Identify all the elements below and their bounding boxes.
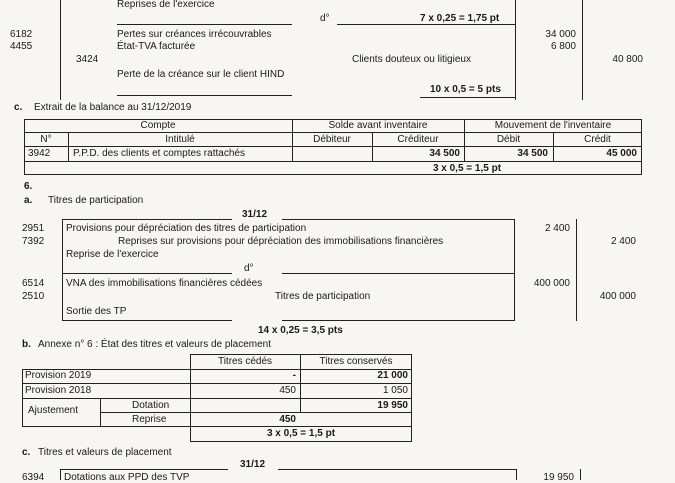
row-line	[22, 398, 412, 399]
account-number: 6514	[22, 278, 45, 289]
row-line	[24, 146, 642, 147]
row-label: Dotation	[132, 400, 170, 411]
debit-amount: 2 400	[544, 223, 570, 234]
entry-label: Sortie des TP	[66, 306, 127, 317]
account-number: 6182	[10, 29, 33, 40]
entry-date: 31/12	[242, 209, 268, 220]
row-crediteur: 34 500	[429, 148, 460, 159]
underline	[278, 469, 516, 470]
journal-divider	[582, 0, 583, 100]
row-line	[22, 383, 412, 384]
header-credit: Crédit	[584, 134, 611, 145]
row-debit: 34 500	[517, 148, 548, 159]
debit-amount: 400 000	[533, 278, 570, 289]
entry-date: 31/12	[240, 459, 266, 470]
debit-amount: 6 800	[550, 41, 576, 52]
row-label: Reprise	[132, 414, 167, 425]
section-letter: c.	[14, 102, 23, 113]
row-label: Provision 2018	[25, 385, 92, 396]
underline	[282, 320, 514, 321]
score-label: 3 x 0,5 = 1,5 pt	[432, 163, 502, 174]
header-intitule: Intitulé	[165, 134, 195, 145]
journal-divider	[576, 219, 577, 321]
underline	[282, 219, 514, 220]
underline	[337, 24, 515, 25]
section-title: Titres et valeurs de placement	[38, 447, 172, 458]
cell-value: -	[292, 370, 296, 381]
header-solde: Solde avant inventaire	[328, 120, 428, 131]
score-label: 7 x 0,25 = 1,75 pt	[420, 13, 500, 24]
journal-divider	[580, 469, 581, 480]
underline	[62, 273, 232, 274]
cell-value: 21 000	[377, 370, 408, 381]
header-crediteur: Créditeur	[397, 134, 439, 145]
header-compte: Compte	[140, 120, 176, 131]
header-conserves: Titres conservés	[319, 356, 393, 367]
entry-label: Clients douteux ou litigieux	[352, 54, 471, 65]
reprises-label: Reprises de l'exercice	[117, 0, 215, 10]
underline	[282, 273, 514, 274]
underline	[62, 219, 232, 220]
account-number: 2951	[22, 223, 45, 234]
journal-divider	[516, 469, 517, 480]
section-title: Extrait de la balance au 31/12/2019	[34, 102, 192, 113]
debit-amount: 19 950	[543, 472, 574, 483]
score-label: 14 x 0,25 = 3,5 pts	[258, 325, 343, 336]
underline	[117, 95, 292, 96]
entry-label: Pertes sur créances irrécouvrables	[117, 29, 272, 40]
credit-amount: 2 400	[610, 236, 636, 247]
cell-value: 1 050	[382, 385, 408, 396]
section-number: 6.	[24, 181, 33, 192]
header-mouvement: Mouvement de l'inventaire	[494, 120, 612, 131]
entry-label: Reprise de l'exercice	[66, 249, 159, 260]
entry-label: État-TVA facturée	[117, 41, 196, 52]
row-label: Provision 2019	[25, 370, 92, 381]
score-label: 10 x 0,5 = 5 pts	[430, 84, 501, 95]
row-line	[24, 161, 642, 162]
date-ditto: d°	[320, 13, 330, 24]
account-number: 6394	[22, 472, 45, 483]
row-line	[100, 412, 412, 413]
debit-amount: 34 000	[545, 29, 576, 40]
underline	[420, 97, 515, 98]
account-number: 4455	[10, 41, 33, 52]
row-credit: 45 000	[606, 148, 637, 159]
journal-divider	[60, 469, 61, 480]
journal-divider	[515, 0, 516, 100]
entry-label: Titres de participation	[275, 291, 371, 302]
score-label: 3 x 0,5 = 1,5 pt	[266, 428, 336, 439]
header-debiteur: Débiteur	[313, 134, 351, 145]
header-num: N°	[40, 134, 52, 145]
underline	[60, 469, 228, 470]
row-label: Ajustement	[28, 405, 79, 416]
section-letter: a.	[24, 195, 33, 206]
journal-divider	[60, 0, 61, 100]
entry-label: VNA des immobilisations financières cédées	[66, 278, 263, 289]
account-number: 2510	[22, 291, 45, 302]
cell-value: 19 950	[377, 400, 408, 411]
date-ditto: d°	[244, 263, 254, 274]
section-letter: b.	[22, 339, 31, 350]
row-intitule: P.P.D. des clients et comptes rattachés	[73, 148, 245, 159]
row-line	[24, 132, 642, 133]
account-number: 7392	[22, 236, 45, 247]
credit-amount: 400 000	[599, 291, 636, 302]
section-letter: c.	[22, 447, 31, 458]
credit-amount: 40 800	[612, 54, 643, 65]
cell-value: 450	[279, 414, 296, 425]
entry-label: Dotations aux PPD des TVP	[64, 472, 190, 483]
cell-value: 450	[279, 385, 296, 396]
row-num: 3942	[28, 148, 51, 159]
journal-divider	[514, 219, 515, 321]
underline	[117, 24, 292, 25]
header-debit: Débit	[496, 134, 521, 145]
entry-label: Reprises sur provisions pour dépréciation des immobilisations financières	[118, 236, 444, 247]
journal-divider	[62, 219, 63, 321]
entry-label: Perte de la créance sur le client HIND	[117, 69, 285, 80]
section-title: Titres de participation	[48, 195, 144, 206]
underline	[62, 320, 232, 321]
header-cedes: Titres cédés	[217, 356, 273, 367]
account-number: 3424	[76, 54, 99, 65]
entry-label: Provisions pour dépréciation des titres de participation	[66, 223, 307, 234]
section-title: Annexe n° 6 : État des titres et valeurs de placement	[38, 339, 272, 350]
